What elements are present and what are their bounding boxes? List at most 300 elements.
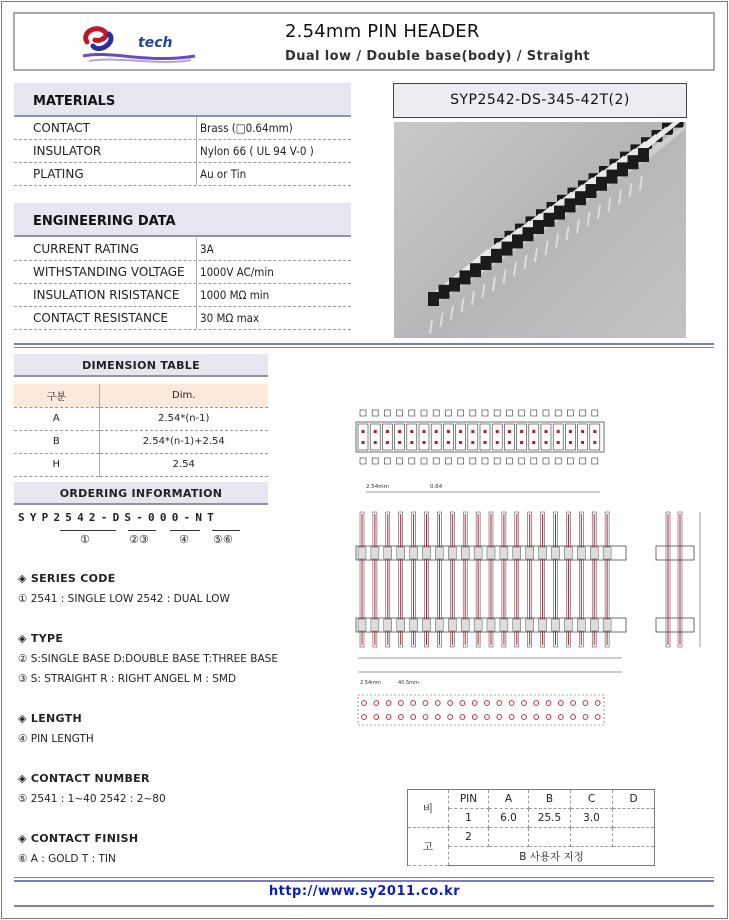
materials-row xyxy=(14,117,351,140)
remarks-note: B 사용자 지정 xyxy=(449,847,655,866)
pcb-hole xyxy=(509,715,514,720)
top-pad xyxy=(543,458,549,464)
dim-key: A xyxy=(14,407,99,430)
pcb-hole xyxy=(423,701,428,706)
spec-key: CURRENT RATING xyxy=(14,238,197,260)
top-pad xyxy=(592,410,598,416)
front-cell xyxy=(500,547,508,559)
logo-text: tech xyxy=(138,35,173,51)
pcb-hole xyxy=(399,701,404,706)
spec-key: CONTACT RESISTANCE xyxy=(14,307,197,329)
dimension-table-heading: DIMENSION TABLE xyxy=(14,354,268,377)
top-pin xyxy=(447,430,450,433)
top-pad xyxy=(482,458,488,464)
dim-key: H xyxy=(14,453,99,476)
dim-value: 2.54*(n-1) xyxy=(99,407,268,430)
engineering-row xyxy=(14,284,351,307)
spec-value: 3A xyxy=(200,242,214,256)
top-pad xyxy=(531,410,537,416)
pcb-hole xyxy=(386,715,391,720)
top-pin xyxy=(545,430,548,433)
remarks-table xyxy=(407,789,655,866)
top-cell xyxy=(419,424,429,450)
photo-housing xyxy=(554,206,565,220)
pin-size-label: 0.64 xyxy=(430,484,443,490)
front-cell xyxy=(603,547,611,559)
pcb-hole xyxy=(374,715,379,720)
header-box xyxy=(13,12,715,71)
series-code-heading: ◈ SERIES CODE xyxy=(18,572,116,585)
top-cell xyxy=(431,424,441,450)
pitch-label: 2.54mm xyxy=(366,484,389,490)
top-pad xyxy=(543,410,549,416)
front-cell xyxy=(500,619,508,631)
front-cell xyxy=(358,619,366,631)
front-cell xyxy=(410,547,418,559)
photo-pin xyxy=(556,234,558,248)
top-pin xyxy=(471,430,474,433)
top-pin xyxy=(581,430,584,433)
contact-number-heading: ◈ CONTACT NUMBER xyxy=(18,772,150,785)
front-cell xyxy=(474,547,482,559)
pcb-hole xyxy=(534,715,539,720)
pcb-hole xyxy=(485,715,490,720)
top-pin xyxy=(410,430,413,433)
top-pad xyxy=(384,458,390,464)
top-cell xyxy=(382,424,392,450)
photo-pin xyxy=(535,248,537,262)
top-pin xyxy=(374,430,377,433)
pcb-hole xyxy=(485,701,490,706)
front-cell xyxy=(423,547,431,559)
remarks-header: D xyxy=(613,790,655,809)
photo-housing xyxy=(628,155,639,169)
top-pin xyxy=(362,430,365,433)
front-cell xyxy=(371,619,379,631)
top-pad xyxy=(421,410,427,416)
photo-housing xyxy=(575,191,586,205)
remarks-label: 고 xyxy=(408,828,449,866)
photo-housing xyxy=(617,162,628,176)
front-cell xyxy=(371,547,379,559)
pcb-hole xyxy=(522,715,527,720)
pcb-hole xyxy=(595,715,600,720)
pcb-hole xyxy=(448,701,453,706)
front-cell xyxy=(435,619,443,631)
top-cell xyxy=(468,424,478,450)
photo-pin xyxy=(640,176,642,190)
footer-divider xyxy=(14,877,714,878)
top-pad xyxy=(445,410,451,416)
photo-housing xyxy=(607,170,618,184)
pcb-hole xyxy=(362,701,367,706)
remarks-cell xyxy=(613,809,655,828)
front-cell xyxy=(539,547,547,559)
pcb-hole xyxy=(571,701,576,706)
front-cell xyxy=(539,619,547,631)
footer-divider xyxy=(14,905,714,907)
top-pin xyxy=(508,441,511,444)
front-cell xyxy=(590,619,598,631)
pcb-hole xyxy=(509,701,514,706)
photo-pin xyxy=(504,270,506,284)
remarks-cell: 25.5 xyxy=(529,809,571,828)
top-pin xyxy=(423,441,426,444)
pcb-layout xyxy=(358,695,604,725)
remarks-cell: 3.0 xyxy=(571,809,613,828)
top-pad xyxy=(409,458,415,464)
photo-pin xyxy=(619,190,621,204)
top-pin xyxy=(532,441,535,444)
spec-value: Brass (□0.64mm) xyxy=(200,121,293,135)
dim-col-header: 구분 xyxy=(14,384,99,407)
engineering-heading: ENGINEERING DATA xyxy=(14,203,351,237)
top-cell xyxy=(541,424,551,450)
front-cell xyxy=(487,547,495,559)
spec-value: 1000V AC/min xyxy=(200,265,274,279)
side-view xyxy=(656,512,700,647)
top-pad xyxy=(567,458,573,464)
code-index: ②③ xyxy=(129,533,149,546)
top-pin xyxy=(484,441,487,444)
top-pin xyxy=(520,441,523,444)
top-cell xyxy=(517,424,527,450)
top-pad xyxy=(494,458,500,464)
top-pin xyxy=(569,430,572,433)
top-cell xyxy=(565,424,575,450)
top-pad xyxy=(384,410,390,416)
dim-value: 2.54*(n-1)+2.54 xyxy=(99,430,268,453)
top-pin xyxy=(581,441,584,444)
pcb-hole xyxy=(595,701,600,706)
top-pad xyxy=(470,458,476,464)
top-pin xyxy=(484,430,487,433)
remarks-cell: 6.0 xyxy=(489,809,529,828)
front-cell xyxy=(577,547,585,559)
top-pad xyxy=(397,410,403,416)
top-cell xyxy=(578,424,588,450)
photo-pin xyxy=(483,284,485,298)
top-pin xyxy=(423,430,426,433)
remarks-cell xyxy=(489,828,529,847)
pcb-hole xyxy=(583,701,588,706)
dim-key: B xyxy=(14,430,99,453)
pcb-hole xyxy=(497,715,502,720)
pcb-hole xyxy=(558,715,563,720)
dim-value: 2.54 xyxy=(99,453,268,476)
photo-pin xyxy=(598,205,600,219)
divider xyxy=(14,343,714,345)
top-cell xyxy=(358,424,368,450)
model-number: SYP2542-DS-345-42T(2) xyxy=(393,83,687,118)
pcb-hole xyxy=(522,701,527,706)
top-pad xyxy=(592,458,598,464)
front-cell xyxy=(603,619,611,631)
spec-value: 1000 MΩ min xyxy=(200,288,270,302)
pcb-hole xyxy=(435,715,440,720)
pin-header-image xyxy=(394,122,686,338)
photo-pin xyxy=(567,226,569,240)
photo-housing xyxy=(470,263,481,277)
front-view xyxy=(356,492,626,672)
top-pad xyxy=(580,458,586,464)
photo-pin xyxy=(430,320,432,334)
website-link[interactable]: http://www.sy2011.co.kr xyxy=(268,884,461,899)
remarks-cell: 2 xyxy=(449,828,489,847)
front-cell xyxy=(526,547,534,559)
remarks-header: C xyxy=(571,790,613,809)
divider xyxy=(14,347,714,348)
pcb-hole xyxy=(472,715,477,720)
front-cell xyxy=(435,547,443,559)
pcb-hole xyxy=(374,701,379,706)
front-cell xyxy=(397,619,405,631)
front-cell xyxy=(577,619,585,631)
photo-pin xyxy=(493,277,495,291)
front-cell xyxy=(513,547,521,559)
top-pin xyxy=(593,430,596,433)
spec-value: Au or Tin xyxy=(200,167,247,181)
code-index: ④ xyxy=(179,533,189,546)
top-cell xyxy=(504,424,514,450)
top-pin xyxy=(398,441,401,444)
top-pin xyxy=(386,430,389,433)
engineering-row xyxy=(14,238,351,261)
product-photo xyxy=(394,122,686,338)
photo-pin xyxy=(472,291,474,305)
ordering-heading: ORDERING INFORMATION xyxy=(14,482,268,505)
top-pin xyxy=(569,441,572,444)
pcb-hole xyxy=(362,715,367,720)
photo-pin xyxy=(441,313,443,327)
top-cell xyxy=(553,424,563,450)
front-cell xyxy=(384,547,392,559)
top-pad xyxy=(445,458,451,464)
photo-housing xyxy=(565,198,576,212)
photo-housing xyxy=(449,278,460,292)
top-pin xyxy=(459,441,462,444)
front-cell xyxy=(397,547,405,559)
front-cell xyxy=(384,619,392,631)
remarks-header: A xyxy=(489,790,529,809)
front-cell xyxy=(448,547,456,559)
top-pin xyxy=(410,441,413,444)
ordering-code: SYP2542-DS-000-NT xyxy=(18,511,219,524)
top-cell xyxy=(443,424,453,450)
top-pad xyxy=(409,410,415,416)
pcb-hole xyxy=(411,715,416,720)
top-pad xyxy=(580,410,586,416)
photo-pin xyxy=(630,183,632,197)
front-cell xyxy=(564,619,572,631)
remarks-cell xyxy=(613,828,655,847)
top-cell xyxy=(590,424,600,450)
pcb-hole xyxy=(546,715,551,720)
materials-row xyxy=(14,163,351,186)
spec-key: CONTACT xyxy=(14,117,197,139)
top-pad xyxy=(531,458,537,464)
pcb-hole xyxy=(472,701,477,706)
top-cell xyxy=(480,424,490,450)
photo-pin xyxy=(609,198,611,212)
pcb-hole xyxy=(460,701,465,706)
contact-finish-line: ⑥ A : GOLD T : TIN xyxy=(18,853,116,865)
photo-housing xyxy=(512,234,523,248)
top-pad xyxy=(372,458,378,464)
top-pad xyxy=(494,410,500,416)
top-pad xyxy=(458,458,464,464)
spec-key: WITHSTANDING VOLTAGE xyxy=(14,261,197,283)
photo-housing xyxy=(523,227,534,241)
engineering-row xyxy=(14,307,351,330)
top-pad xyxy=(470,410,476,416)
series-code-line: ① 2541 : SINGLE LOW 2542 : DUAL LOW xyxy=(18,593,230,605)
engineering-table xyxy=(14,238,351,330)
spec-value: 30 MΩ max xyxy=(200,311,260,325)
side-body xyxy=(656,618,694,632)
front-cell xyxy=(590,547,598,559)
top-pad xyxy=(506,410,512,416)
pcb-hole xyxy=(399,715,404,720)
front-cell xyxy=(461,547,469,559)
photo-housing xyxy=(439,285,450,299)
pcb-pitch-label: 2.54mm xyxy=(360,680,381,686)
top-cell xyxy=(456,424,466,450)
remarks-cell xyxy=(571,828,613,847)
pcb-hole xyxy=(435,701,440,706)
pcb-hole xyxy=(571,715,576,720)
top-pin xyxy=(435,430,438,433)
remarks-header: B xyxy=(529,790,571,809)
top-pin xyxy=(557,441,560,444)
top-pin xyxy=(496,430,499,433)
top-pad xyxy=(482,410,488,416)
front-cell xyxy=(474,619,482,631)
contact-finish-heading: ◈ CONTACT FINISH xyxy=(18,832,139,845)
remarks-cell: 1 xyxy=(449,809,489,828)
photo-pin xyxy=(525,255,527,269)
spec-key: INSULATION RISISTANCE xyxy=(14,284,197,306)
photo-housing xyxy=(533,220,544,234)
photo-housing xyxy=(491,249,502,263)
front-cell xyxy=(448,619,456,631)
top-pad xyxy=(433,410,439,416)
contact-number-line: ⑤ 2541 : 1~40 2542 : 2~80 xyxy=(18,793,166,805)
spec-key: INSULATOR xyxy=(14,140,197,162)
remarks-cell xyxy=(529,828,571,847)
front-cell xyxy=(552,619,560,631)
top-pin xyxy=(508,430,511,433)
pcb-hole xyxy=(583,715,588,720)
top-pad xyxy=(506,458,512,464)
top-pin xyxy=(447,441,450,444)
page-subtitle: Dual low / Double base(body) / Straight xyxy=(285,49,591,64)
photo-housing xyxy=(586,184,597,198)
front-cell xyxy=(526,619,534,631)
materials-row xyxy=(14,140,351,163)
photo-housing xyxy=(596,177,607,191)
top-pad xyxy=(433,458,439,464)
length-heading: ◈ LENGTH xyxy=(18,712,82,725)
code-index: ⑤⑥ xyxy=(213,533,233,546)
pcb-hole xyxy=(546,701,551,706)
photo-housing xyxy=(544,213,555,227)
photo-pin xyxy=(462,298,464,312)
dimension-table xyxy=(14,384,268,477)
remarks-header: PIN xyxy=(449,790,489,809)
spec-value: Nylon 66 ( UL 94 V-0 ) xyxy=(200,144,314,158)
top-pin xyxy=(374,441,377,444)
top-pad xyxy=(372,410,378,416)
photo-pin xyxy=(451,306,453,320)
photo-housing xyxy=(481,256,492,270)
front-cell xyxy=(358,547,366,559)
top-cell xyxy=(395,424,405,450)
top-pad xyxy=(360,410,366,416)
code-underline xyxy=(170,530,200,531)
remarks-label: 비 xyxy=(408,790,449,828)
photo-housing xyxy=(460,270,471,284)
front-cell xyxy=(423,619,431,631)
top-pin xyxy=(362,441,365,444)
top-cell xyxy=(370,424,380,450)
photo-housing xyxy=(638,148,649,162)
top-pad xyxy=(555,458,561,464)
top-pin xyxy=(459,430,462,433)
top-pin xyxy=(496,441,499,444)
front-cell xyxy=(552,547,560,559)
pcb-hole xyxy=(558,701,563,706)
pcb-hole xyxy=(386,701,391,706)
front-cell xyxy=(513,619,521,631)
type-heading: ◈ TYPE xyxy=(18,632,64,645)
top-pad xyxy=(360,458,366,464)
pcb-hole xyxy=(460,715,465,720)
top-pin xyxy=(532,430,535,433)
top-pad xyxy=(519,458,525,464)
front-cell xyxy=(487,619,495,631)
top-pin xyxy=(593,441,596,444)
engineering-row xyxy=(14,261,351,284)
pcb-hole xyxy=(411,701,416,706)
top-pin xyxy=(557,430,560,433)
top-pin xyxy=(471,441,474,444)
code-underline xyxy=(60,530,116,531)
length-line: ④ PIN LENGTH xyxy=(18,733,94,745)
top-pin xyxy=(398,430,401,433)
materials-heading: MATERIALS xyxy=(14,83,351,117)
photo-housing xyxy=(428,292,439,306)
side-body xyxy=(656,546,694,560)
top-pad xyxy=(397,458,403,464)
photo-pin xyxy=(577,219,579,233)
photo-housing xyxy=(502,242,513,256)
materials-table xyxy=(14,117,351,186)
top-cell xyxy=(529,424,539,450)
top-pin xyxy=(520,430,523,433)
photo-pin xyxy=(514,262,516,276)
pcb-hole xyxy=(423,715,428,720)
top-pad xyxy=(458,410,464,416)
code-underline xyxy=(212,530,240,531)
pcb-hole xyxy=(448,715,453,720)
top-cell xyxy=(492,424,502,450)
pcb-hole xyxy=(497,701,502,706)
top-pin xyxy=(386,441,389,444)
code-underline xyxy=(128,530,156,531)
footer-divider xyxy=(14,880,714,882)
top-pad xyxy=(421,458,427,464)
